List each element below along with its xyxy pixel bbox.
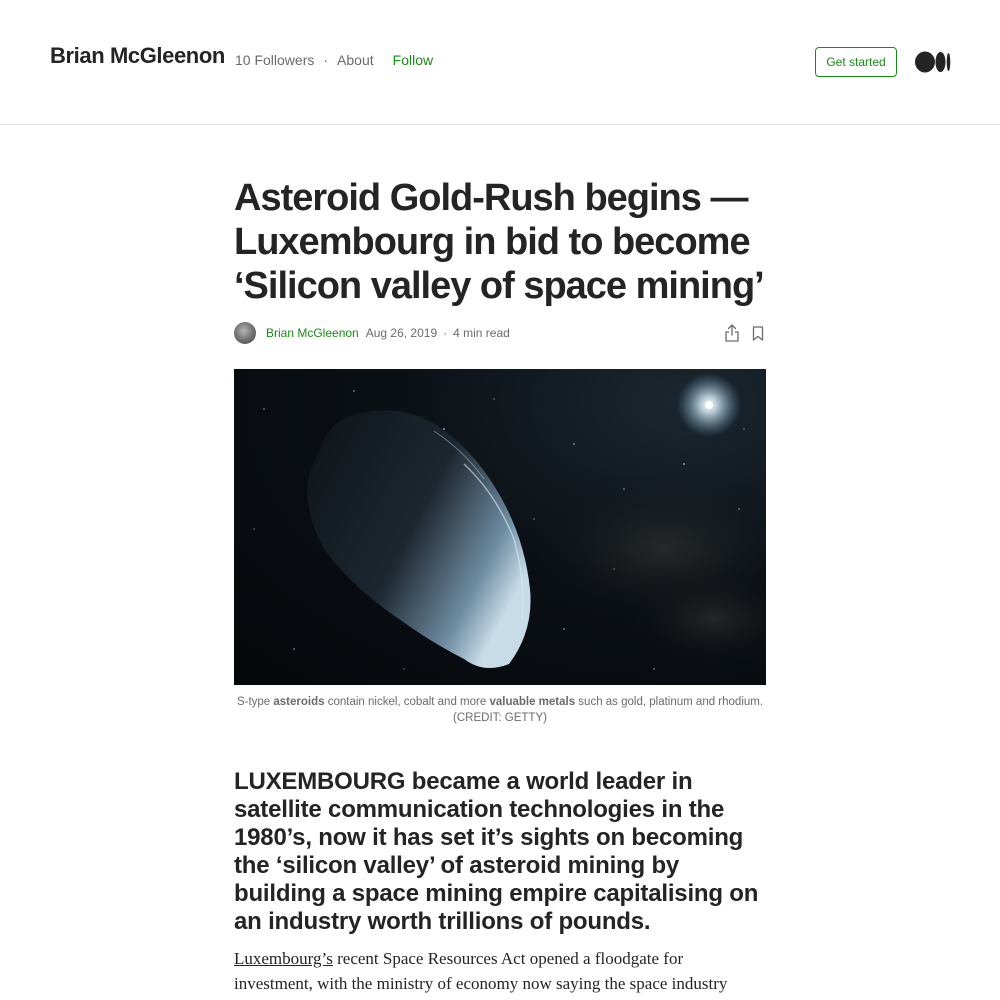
byline-actions: [724, 323, 766, 343]
about-link[interactable]: About: [337, 52, 374, 68]
asteroid-illustration: [234, 369, 766, 685]
article-paragraph: [234, 946, 766, 996]
publication-name[interactable]: Brian McGleenon: [50, 43, 225, 68]
caption-bold-2: valuable metals: [489, 696, 576, 708]
caption-credit: (CREDIT: GETTY): [453, 712, 547, 724]
nav-separator: ·: [323, 52, 329, 68]
luxembourg-link[interactable]: Luxembourg’s: [234, 949, 333, 968]
get-started-button[interactable]: Get started: [815, 47, 897, 77]
bookmark-icon[interactable]: [750, 323, 766, 343]
article-lede: LUXEMBOURG became a world leader in satellite communication technologies in the 1980’s, now it has set it’s sights on becoming the ‘silicon valley’ of asteroid mining by building a space mining empire capitalising on an industry worth trillions of pounds.: [234, 768, 759, 935]
caption-text-3: such as gold, platinum and rhodium.: [575, 696, 764, 708]
author-link[interactable]: Brian McGleenon: [266, 326, 359, 340]
followers-count[interactable]: 10 Followers: [235, 52, 315, 68]
publish-date: Aug 26, 2019: [365, 326, 438, 340]
caption-line: [204, 694, 796, 710]
asteroid-image: [234, 369, 766, 685]
caption-text-1: S-type: [236, 696, 274, 708]
author-avatar[interactable]: [234, 322, 256, 344]
paragraph-text: recent Space Resources Act opened a floodgate for investment, with the ministry of economy now saying the space industry: [234, 949, 728, 993]
medium-logo-icon[interactable]: [915, 51, 951, 73]
caption-bold-1: asteroids: [273, 696, 325, 708]
article-title: Asteroid Gold-Rush begins — Luxembourg in bid to become ‘Silicon valley of space mining’: [234, 177, 764, 307]
profile-nav: [235, 52, 433, 68]
read-time: 4 min read: [453, 326, 510, 340]
follow-button[interactable]: Follow: [392, 52, 434, 68]
byline-separator: ·: [443, 326, 448, 340]
top-bar: [0, 0, 1000, 125]
share-icon[interactable]: [724, 323, 740, 343]
byline: [234, 321, 766, 345]
image-caption: [204, 694, 796, 726]
caption-text-2: contain nickel, cobalt and more: [324, 696, 490, 708]
